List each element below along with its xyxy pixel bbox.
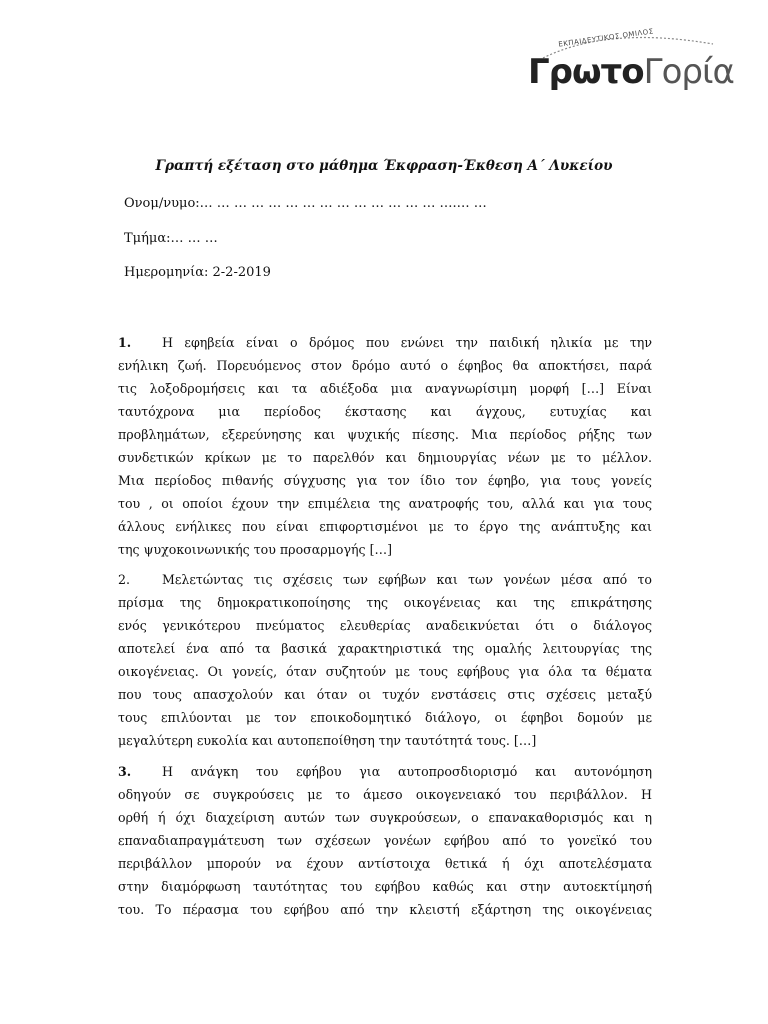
- name-field: Ονομ/νυμο:… … … … … … … … … … … … … … ….… …: [124, 196, 487, 211]
- text-line: οδηγούν σε συγκρούσεις με το άμεσο οικογενειακό του περιβάλλον. Η: [118, 787, 652, 802]
- paragraph-3: [118, 760, 652, 921]
- text-line: τους επιλύονται με τον εποικοδομητικό διάλογο, οι έφηβοι δομούν με: [118, 710, 652, 725]
- class-field: Τμήμα:… … …: [124, 231, 218, 246]
- text-line: του. Το πέρασμα του εφήβου από την κλειστή εξάρτηση της οικογένειας: [118, 902, 652, 917]
- text-line: αποτελεί ένα από τα βασικά χαρακτηριστικά της ομαλής λειτουργίας της: [118, 641, 652, 656]
- text-line: που τους απασχολούν και όταν οι τυχόν ενστάσεις στις σχέσεις μεταξύ: [118, 687, 652, 702]
- text-line: άλλους ενήλικες που είναι επιφορτισμένοι με το έργο της ανάπτυξης και: [118, 519, 652, 534]
- text-line: συνδετικών κρίκων με το παρελθόν και δημιουργίας νέων με το μέλλον.: [118, 450, 652, 465]
- line-text: Η εφηβεία είναι ο δρόμος που ενώνει την παιδική ηλικία με την: [162, 335, 652, 350]
- text-line: [118, 568, 652, 591]
- text-line: του , οι οποίοι έχουν την επιμέλεια της ανατροφής του, αλλά και για τους: [118, 496, 652, 511]
- text-line: ταυτόχρονα μια περίοδος έκστασης και άγχους, ευτυχίας και: [118, 404, 652, 419]
- line-text: Μελετώντας τις σχέσεις των εφήβων και των γονέων μέσα από το: [162, 572, 652, 587]
- paragraph-number: 1.: [118, 335, 132, 350]
- date-field: Ημερομηνία: 2-2-2019: [124, 265, 271, 280]
- text-line: ενήλικη ζωή. Πορευόμενος στον δρόμο αυτό ο έφηβος θα αποκτήσει, παρά: [118, 358, 652, 373]
- text-line: επαναδιαπραγμάτευση των σχέσεων γονέων εφήβου από το γονεϊκό του: [118, 833, 652, 848]
- text-line: οικογένειας. Οι γονείς, όταν συζητούν με τους εφήβους για όλα τα θέματα: [118, 664, 652, 679]
- paragraph-1: [118, 331, 652, 561]
- text-line: περιβάλλον μπορούν να έχουν αντίστοιχα θετικά ή όχι αποτελέσματα: [118, 856, 652, 871]
- logo-word-part1: Γρωτο: [528, 52, 644, 92]
- text-line: στην διαμόρφωση ταυτότητας του εφήβου καθώς και στην αυτοεκτίμησή: [118, 879, 652, 894]
- exam-title: Γραπτή εξέταση στο μάθημα Έκφραση-Έκθεση Α΄ Λυκείου: [155, 158, 613, 174]
- logo-wordmark: [528, 50, 734, 94]
- text-line: της ψυχοκοινωνικής του προσαρμογής […]: [118, 542, 392, 557]
- paragraph-number: 2.: [118, 572, 131, 587]
- text-line: Μια περίοδος πιθανής σύγχυσης για τον ίδιο τον έφηβο, για τους γονείς: [118, 473, 652, 488]
- logo-tagline: ΕΚΠΑΙΔΕΥΤΙΚΟΣ ΟΜΙΛΟΣ: [557, 27, 655, 49]
- text-line: προβλημάτων, εξερεύνησης και ψυχικής πίεσης. Μια περίοδος ρήξης των: [118, 427, 652, 442]
- paragraph-2: [118, 568, 652, 752]
- text-line: μεγαλύτερη ευκολία και αυτοπεποίθηση την ταυτότητά τους. […]: [118, 733, 537, 748]
- logo-word-part2: Γορία: [643, 52, 734, 92]
- paragraph-number: 3.: [118, 764, 132, 779]
- text-line: [118, 331, 652, 354]
- text-line: ορθή ή όχι διαχείριση αυτών των συγκρούσεων, ο επανακαθορισμός και η: [118, 810, 652, 825]
- text-line: τις λοξοδρομήσεις και τα αδιέξοδα μια αναγνωρίσιμη μορφή […] Είναι: [118, 381, 652, 396]
- text-line: [118, 760, 652, 783]
- text-line: ενός γενικότερου πνεύματος ελευθερίας αναδεικνύεται ότι ο διάλογος: [118, 618, 652, 633]
- publisher-logo: [528, 28, 738, 104]
- line-text: Η ανάγκη του εφήβου για αυτοπροσδιορισμό και αυτονόμηση: [162, 764, 652, 779]
- text-line: πρίσμα της δημοκρατικοποίησης της οικογένειας και της επικράτησης: [118, 595, 652, 610]
